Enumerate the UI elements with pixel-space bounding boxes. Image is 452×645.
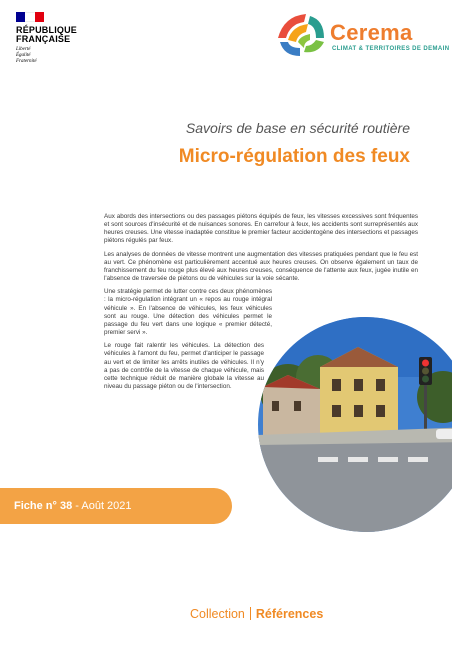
motto-egalite: Égalité — [16, 53, 31, 58]
republic-line2: FRANÇAISE — [16, 34, 71, 44]
republique-francaise-logo — [16, 12, 106, 65]
cerema-name: Cerema — [330, 20, 413, 45]
paragraph-4: Le rouge fait ralentir les véhicules. La détection des véhicules à l'amont du feu, permet d'anticiper le passage au vert et de limiter les arrêts inutiles de véhicules. Il n'y a pas de contrôle de la vitesse de chaque véhicule, mais cette technique réduit de manière globale la vitesse au niveau du passage piéton ou de l'intersection. — [104, 342, 264, 390]
fiche-banner — [0, 488, 232, 524]
street-scene-image — [258, 317, 452, 532]
collection-label: Collection — [190, 607, 245, 621]
republic-motto — [16, 47, 106, 65]
collection-divider — [250, 607, 251, 620]
republic-line1: RÉPUBLIQUE — [16, 25, 78, 35]
page-title: Micro-régulation des feux — [178, 146, 410, 167]
cerema-tagline: CLIMAT & TERRITOIRES DE DEMAIN — [332, 46, 450, 52]
cerema-emblem-icon — [270, 8, 330, 60]
motto-fraternite: Fraternité — [16, 59, 37, 64]
collection-footer — [190, 607, 323, 621]
fiche-date: - Août 2021 — [72, 500, 132, 512]
fiche-number: Fiche n° 38 — [14, 500, 73, 512]
paragraph-3: Une stratégie permet de lutter contre ces deux phénomènes : la micro-régulation intégrant un « repos au rouge intégral véhicule ». En l'absence de véhicules, les feux véhicules sont au rouge. Une détection des véhicules permet le passage du feu vert dans une logique « premier détecté, premier servi ». — [104, 288, 272, 337]
motto-liberte: Liberté — [16, 47, 31, 52]
cerema-logo — [270, 8, 450, 60]
paragraph-1: Aux abords des intersections ou des passages piétons équipés de feux, les vitesses excessives sont fréquentes et sont sources d'insécurité et de nuisances sonores. En carrefour à feux, les accidents sont surreprésentés aux heures creuses. Une vitesse inadaptée constitue le premier facteur accidentogène des intersections et passages piétons régulés par feux. — [104, 213, 418, 245]
paragraph-2: Les analyses de données de vitesse montrent une augmentation des vitesses pratiquées pendant que le feu est au vert. Ce phénomène est particulièrement accentué aux heures creuses. On observe également un taux de franchissement du feu rouge plus élevé aux heures creuses, conséquence de l'attente aux feux, jugée inutile en l'absence de traversée de piétons ou de véhicules sur la voie sécante. — [104, 250, 418, 283]
french-flag-icon — [16, 12, 44, 22]
fiche-label — [14, 500, 132, 512]
page-subtitle: Savoirs de base en sécurité routière — [185, 120, 410, 136]
references-label: Références — [255, 607, 324, 621]
street-photo — [258, 317, 452, 532]
